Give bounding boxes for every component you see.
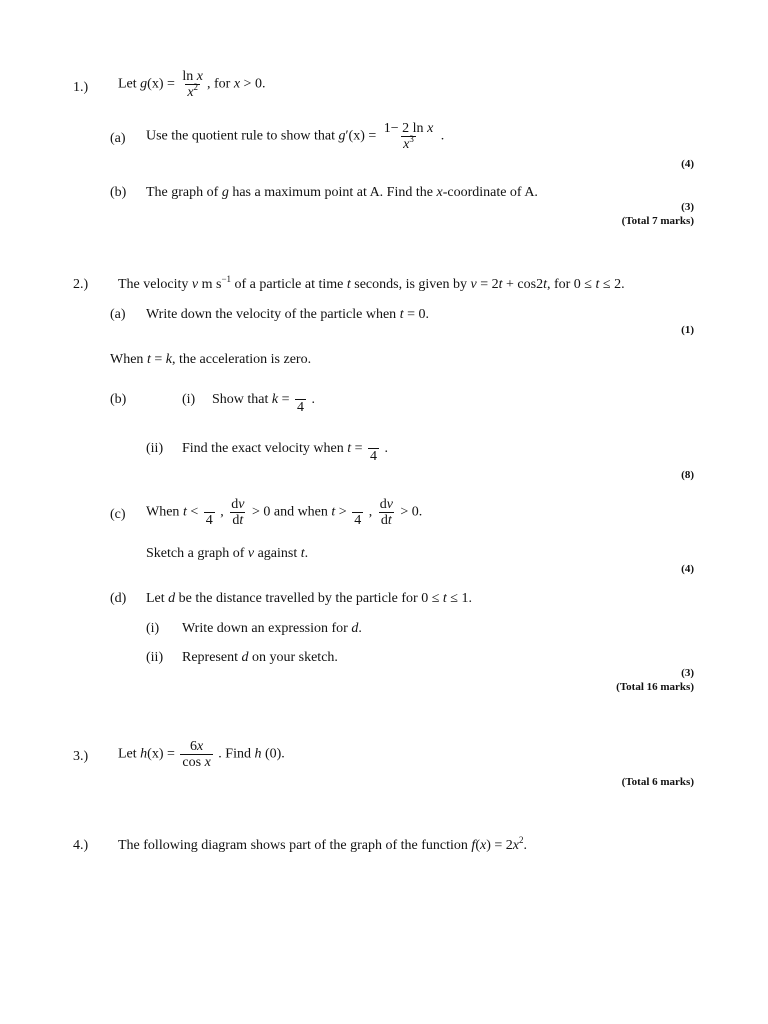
q2d-marks: (3)	[681, 667, 694, 679]
q2a-text: Write down the velocity of the particle when t = 0.	[146, 307, 429, 322]
q4-number: 4.)	[73, 838, 89, 853]
q1-total: (Total 7 marks)	[621, 215, 694, 227]
q1a-fraction: $\frac{\text{1− 2 ln x}}{x^3}$	[383, 121, 434, 152]
q1-fraction: $\frac{\text{ln x}}{x^2}$	[182, 69, 203, 100]
q1a-text: Use the quotient rule to show that g′(x) = $\frac{\text{1− 2 ln x}}{x^3}$ .	[146, 121, 445, 152]
q2c-text: When t < 4 , $\frac{dv}{dt}$ > 0 and when t > 4 , $\frac{dv}{dt}$ > 0.	[146, 497, 423, 528]
q1-stem: Let g(x) = $\frac{\text{ln x}}{x^2}$ , for x > 0.	[118, 69, 266, 100]
q2-when-text: When t = k, the acceleration is zero.	[110, 352, 312, 367]
q2b-marks: (8)	[681, 469, 694, 481]
q2d-label: (d)	[110, 591, 127, 606]
q1b-text: The graph of g has a maximum point at A. Find the x-coordinate of A.	[146, 185, 538, 200]
q3-number: 3.)	[73, 749, 89, 764]
q2b-i-fraction: 4	[297, 400, 305, 415]
q2c-label: (c)	[110, 507, 126, 522]
q2a-label: (a)	[110, 307, 126, 322]
q2b-ii-fraction: 4	[370, 449, 378, 464]
q3-text: Let h(x) = $\frac{6x}{\text{cos x}}$ . Find h (0).	[118, 739, 285, 770]
q3-total: (Total 6 marks)	[621, 776, 694, 788]
q2b-ii-text: Find the exact velocity when t = 4 .	[182, 434, 388, 464]
q2a-marks: (1)	[681, 324, 694, 336]
q2d-ii-text: Represent d on your sketch.	[182, 650, 338, 665]
q1a-label: (a)	[110, 131, 126, 146]
q2c-marks: (4)	[681, 563, 694, 575]
q2d-i-text: Write down an expression for d.	[182, 621, 362, 636]
q2b-i-text: Show that k = 4 .	[212, 385, 315, 415]
q1b-label: (b)	[110, 185, 127, 200]
q1a-marks: (4)	[681, 158, 694, 170]
q2b-label: (b)	[110, 392, 127, 407]
q1b-marks: (3)	[681, 201, 694, 213]
q2c-sketch-text: Sketch a graph of v against t.	[146, 546, 309, 561]
q2b-ii-label: (ii)	[146, 441, 164, 456]
q2d-i-label: (i)	[146, 621, 160, 636]
q2b-i-label: (i)	[182, 392, 196, 407]
q2-stem: The velocity v m $s^{-1}$ of a particle at time t seconds, is given by v = 2t + cos2t, for 0 ≤ t ≤ 2.	[118, 274, 625, 292]
q2-number: 2.)	[73, 277, 89, 292]
q2-total: (Total 16 marks)	[616, 681, 694, 693]
q3-fraction: $\frac{6x}{\text{cos x}}$	[182, 739, 211, 770]
q2d-ii-label: (ii)	[146, 650, 164, 665]
q4-text: The following diagram shows part of the graph of the function $f(x) = 2x^2$.	[118, 835, 527, 853]
q2d-text: Let d be the distance travelled by the particle for 0 ≤ t ≤ 1.	[146, 591, 472, 606]
q1-number: 1.)	[73, 80, 89, 95]
